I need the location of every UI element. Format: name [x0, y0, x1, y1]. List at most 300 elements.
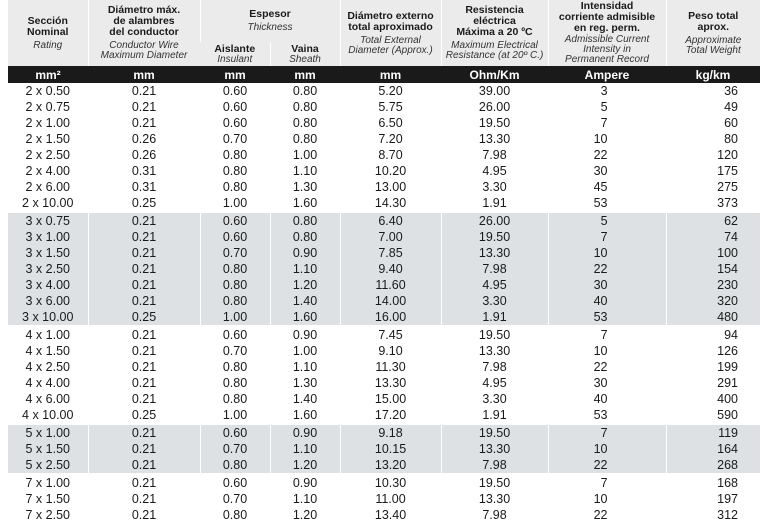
cell-vaina: 1.60: [270, 195, 340, 212]
cell-intensidad: 7: [548, 424, 666, 441]
cell-diametro-ext: 17.20: [340, 407, 441, 424]
cell-peso: 60: [666, 115, 760, 131]
header-diametro-max-es-3: del conductor: [109, 26, 179, 38]
header-intensidad: [548, 0, 666, 66]
cell-seccion: 4 x 6.00: [8, 391, 88, 407]
cell-intensidad: 10: [548, 343, 666, 359]
header-intensidad-es-1: Intensidad: [580, 0, 634, 12]
cell-vaina: 1.30: [270, 375, 340, 391]
cell-vaina: 1.10: [270, 441, 340, 457]
cell-seccion: 2 x 2.50: [8, 147, 88, 163]
cell-peso: 373: [666, 195, 760, 212]
cell-intensidad: 40: [548, 391, 666, 407]
cell-resistencia: 1.91: [441, 195, 548, 212]
cell-intensidad: 22: [548, 457, 666, 474]
cell-aislante: 0.60: [200, 474, 270, 491]
cell-aislante: 0.80: [200, 277, 270, 293]
cell-seccion: 3 x 1.00: [8, 229, 88, 245]
unit-diametro-max: mm: [88, 66, 200, 83]
cell-seccion: 2 x 1.00: [8, 115, 88, 131]
header-espesor-es: Espesor: [249, 8, 291, 20]
table-row: [8, 343, 760, 359]
cell-diametro-ext: 11.60: [340, 277, 441, 293]
cell-peso: 94: [666, 326, 760, 343]
header-vaina-es: Vaina: [291, 42, 319, 55]
cell-vaina: 0.80: [270, 83, 340, 99]
cell-diametro-ext: 9.18: [340, 424, 441, 441]
cell-diametro-ext: 10.30: [340, 474, 441, 491]
cell-vaina: 0.90: [270, 326, 340, 343]
cell-resistencia: 1.91: [441, 407, 548, 424]
table-row: [8, 491, 760, 507]
cell-intensidad: 7: [548, 326, 666, 343]
cell-aislante: 1.00: [200, 195, 270, 212]
cell-vaina: 1.60: [270, 407, 340, 424]
cell-diametro-ext: 14.00: [340, 293, 441, 309]
cell-seccion: 2 x 6.00: [8, 179, 88, 195]
header-intensidad-es-3: en reg. perm.: [574, 22, 640, 34]
cell-peso: 590: [666, 407, 760, 424]
cell-diametro-max: 0.21: [88, 375, 200, 391]
header-intensidad-en-1: Admissible Current: [564, 34, 650, 45]
header-intensidad-en: [551, 35, 664, 65]
table-row: [8, 293, 760, 309]
cell-diametro-ext: 7.45: [340, 326, 441, 343]
cell-diametro-max: 0.21: [88, 115, 200, 131]
cell-resistencia: 7.98: [441, 507, 548, 523]
cell-diametro-max: 0.31: [88, 163, 200, 179]
table-row: [8, 163, 760, 179]
cable-spec-table-container: [8, 0, 760, 523]
table-row: [8, 99, 760, 115]
cell-aislante: 0.80: [200, 375, 270, 391]
cell-diametro-ext: 13.00: [340, 179, 441, 195]
cell-aislante: 0.60: [200, 115, 270, 131]
cell-intensidad: 10: [548, 245, 666, 261]
cell-intensidad: 7: [548, 229, 666, 245]
cell-vaina: 1.10: [270, 491, 340, 507]
header-peso-en: [669, 36, 759, 56]
table-row: [8, 195, 760, 212]
cell-intensidad: 3: [548, 83, 666, 99]
cell-diametro-ext: 7.20: [340, 131, 441, 147]
table-row: [8, 359, 760, 375]
cell-aislante: 1.00: [200, 309, 270, 326]
cell-resistencia: 19.50: [441, 229, 548, 245]
unit-vaina: mm: [270, 66, 340, 83]
cell-diametro-max: 0.25: [88, 195, 200, 212]
cell-diametro-max: 0.21: [88, 424, 200, 441]
cell-diametro-max: 0.21: [88, 391, 200, 407]
cell-resistencia: 7.98: [441, 457, 548, 474]
cell-seccion: 5 x 1.00: [8, 424, 88, 441]
cell-intensidad: 45: [548, 179, 666, 195]
cell-seccion: 5 x 1.50: [8, 441, 88, 457]
header-seccion-es-1: Sección: [27, 14, 68, 27]
cell-aislante: 0.80: [200, 359, 270, 375]
cell-seccion: 4 x 2.50: [8, 359, 88, 375]
cell-resistencia: 3.30: [441, 391, 548, 407]
cell-vaina: 1.20: [270, 277, 340, 293]
cell-diametro-ext: 13.40: [340, 507, 441, 523]
header-seccion-en: Rating: [33, 39, 63, 51]
cell-peso: 80: [666, 131, 760, 147]
unit-seccion: mm²: [8, 66, 88, 83]
unit-resistencia: Ohm/Km: [441, 66, 548, 83]
cell-peso: 74: [666, 229, 760, 245]
cell-seccion: 2 x 1.50: [8, 131, 88, 147]
cell-intensidad: 53: [548, 407, 666, 424]
cell-aislante: 0.80: [200, 179, 270, 195]
header-aislante: [200, 42, 270, 66]
table-body: [8, 83, 760, 523]
cell-peso: 320: [666, 293, 760, 309]
cell-seccion: 3 x 0.75: [8, 212, 88, 229]
cell-aislante: 0.80: [200, 293, 270, 309]
cell-peso: 199: [666, 359, 760, 375]
cell-aislante: 0.70: [200, 245, 270, 261]
cell-diametro-max: 0.31: [88, 179, 200, 195]
table-header: [8, 0, 760, 83]
cell-seccion: 5 x 2.50: [8, 457, 88, 474]
cell-peso: 168: [666, 474, 760, 491]
table-row: [8, 326, 760, 343]
cell-diametro-max: 0.21: [88, 441, 200, 457]
cell-vaina: 1.10: [270, 261, 340, 277]
unit-aislante: mm: [200, 66, 270, 83]
cell-resistencia: 4.95: [441, 277, 548, 293]
cell-diametro-max: 0.21: [88, 359, 200, 375]
cell-vaina: 0.80: [270, 131, 340, 147]
cell-diametro-ext: 6.40: [340, 212, 441, 229]
cell-aislante: 0.60: [200, 424, 270, 441]
header-peso-es-1: Peso total: [688, 9, 739, 22]
cell-diametro-max: 0.21: [88, 326, 200, 343]
cell-seccion: 2 x 4.00: [8, 163, 88, 179]
cell-resistencia: 4.95: [441, 375, 548, 391]
cell-resistencia: 19.50: [441, 115, 548, 131]
header-seccion: [8, 0, 88, 66]
cell-aislante: 0.70: [200, 441, 270, 457]
cell-resistencia: 7.98: [441, 147, 548, 163]
cell-diametro-max: 0.21: [88, 343, 200, 359]
cell-peso: 480: [666, 309, 760, 326]
header-seccion-es-2: Nominal: [27, 25, 69, 38]
header-diametro-max-en-2: Maximum Diameter: [100, 50, 188, 61]
units-row: [8, 66, 760, 83]
cell-diametro-ext: 15.00: [340, 391, 441, 407]
unit-diametro-ext: mm: [340, 66, 441, 83]
cell-diametro-max: 0.21: [88, 293, 200, 309]
table-row: [8, 229, 760, 245]
table-row: [8, 212, 760, 229]
header-vaina-en: Sheath: [289, 53, 321, 65]
cell-aislante: 0.70: [200, 491, 270, 507]
cell-diametro-ext: 16.00: [340, 309, 441, 326]
header-diametro-max-es-2: de alambres: [113, 15, 175, 27]
cell-resistencia: 13.30: [441, 131, 548, 147]
header-resistencia-es-1: Resistencia eléctrica: [465, 4, 524, 27]
cell-aislante: 0.70: [200, 343, 270, 359]
header-diametro-ext-en: [343, 36, 439, 56]
cell-diametro-max: 0.21: [88, 474, 200, 491]
header-aislante-es: Aislante: [214, 42, 256, 55]
cell-vaina: 0.90: [270, 474, 340, 491]
cell-intensidad: 30: [548, 277, 666, 293]
cell-resistencia: 3.30: [441, 293, 548, 309]
cell-vaina: 1.10: [270, 359, 340, 375]
cell-vaina: 0.90: [270, 424, 340, 441]
cell-vaina: 1.30: [270, 179, 340, 195]
header-diametro-ext-es-2: total aproximado: [348, 20, 433, 33]
cell-aislante: 0.80: [200, 163, 270, 179]
cell-diametro-max: 0.21: [88, 229, 200, 245]
cell-vaina: 1.40: [270, 293, 340, 309]
header-peso-en-2: Total Weight: [685, 44, 741, 56]
header-resistencia-en: [444, 41, 546, 61]
cell-intensidad: 22: [548, 261, 666, 277]
header-diametro-ext-en-1: Total External: [360, 34, 421, 46]
cell-vaina: 1.60: [270, 309, 340, 326]
cell-resistencia: 19.50: [441, 326, 548, 343]
cell-diametro-ext: 11.30: [340, 359, 441, 375]
cell-resistencia: 7.98: [441, 359, 548, 375]
cell-vaina: 1.10: [270, 163, 340, 179]
cell-aislante: 0.60: [200, 326, 270, 343]
cell-seccion: 3 x 6.00: [8, 293, 88, 309]
cell-vaina: 0.80: [270, 115, 340, 131]
cell-diametro-ext: 10.15: [340, 441, 441, 457]
cell-resistencia: 13.30: [441, 343, 548, 359]
table-row: [8, 441, 760, 457]
cell-peso: 197: [666, 491, 760, 507]
header-resistencia-en-2: Resistance (at 20º C.): [445, 50, 544, 61]
cell-intensidad: 22: [548, 507, 666, 523]
cell-vaina: 0.80: [270, 229, 340, 245]
cell-intensidad: 30: [548, 163, 666, 179]
table-row: [8, 115, 760, 131]
cell-diametro-max: 0.21: [88, 261, 200, 277]
cell-resistencia: 13.30: [441, 441, 548, 457]
cell-resistencia: 19.50: [441, 474, 548, 491]
cell-intensidad: 22: [548, 359, 666, 375]
header-peso-es-2: aprox.: [697, 20, 730, 33]
cell-peso: 268: [666, 457, 760, 474]
cell-vaina: 1.00: [270, 343, 340, 359]
cell-peso: 126: [666, 343, 760, 359]
cell-aislante: 1.00: [200, 407, 270, 424]
header-peso: [666, 0, 760, 66]
cell-diametro-max: 0.21: [88, 457, 200, 474]
cell-aislante: 0.60: [200, 99, 270, 115]
table-row: [8, 147, 760, 163]
table-row: [8, 407, 760, 424]
cell-aislante: 0.80: [200, 391, 270, 407]
cell-intensidad: 30: [548, 375, 666, 391]
cell-intensidad: 40: [548, 293, 666, 309]
cell-diametro-ext: 10.20: [340, 163, 441, 179]
cell-seccion: 2 x 0.75: [8, 99, 88, 115]
header-diametro-max-en-1: Conductor Wire: [109, 40, 179, 51]
cell-intensidad: 7: [548, 474, 666, 491]
cell-seccion: 3 x 2.50: [8, 261, 88, 277]
cell-intensidad: 53: [548, 195, 666, 212]
unit-intensidad: Ampere: [548, 66, 666, 83]
cell-seccion: 3 x 1.50: [8, 245, 88, 261]
cell-seccion: 4 x 4.00: [8, 375, 88, 391]
cell-seccion: 2 x 10.00: [8, 195, 88, 212]
cell-diametro-max: 0.21: [88, 99, 200, 115]
cell-diametro-max: 0.25: [88, 309, 200, 326]
header-intensidad-en-2: Intensity in: [583, 44, 631, 55]
table-row: [8, 277, 760, 293]
header-diametro-max-en: [91, 41, 198, 61]
cell-diametro-max: 0.21: [88, 83, 200, 99]
table-row: [8, 424, 760, 441]
cell-resistencia: 13.30: [441, 245, 548, 261]
cell-diametro-ext: 5.20: [340, 83, 441, 99]
cell-aislante: 0.60: [200, 229, 270, 245]
cell-diametro-ext: 7.00: [340, 229, 441, 245]
cell-intensidad: 7: [548, 115, 666, 131]
table-row: [8, 457, 760, 474]
cell-seccion: 4 x 1.50: [8, 343, 88, 359]
cell-vaina: 0.90: [270, 245, 340, 261]
cell-diametro-max: 0.21: [88, 507, 200, 523]
unit-peso: kg/km: [666, 66, 760, 83]
cell-aislante: 0.80: [200, 261, 270, 277]
cell-intensidad: 5: [548, 99, 666, 115]
table-row: [8, 507, 760, 523]
table-row: [8, 309, 760, 326]
cell-vaina: 0.80: [270, 212, 340, 229]
header-intensidad-es-2: corriente admisible: [558, 11, 656, 23]
cell-intensidad: 53: [548, 309, 666, 326]
cell-resistencia: 26.00: [441, 212, 548, 229]
cell-seccion: 3 x 4.00: [8, 277, 88, 293]
table-row: [8, 131, 760, 147]
cell-resistencia: 4.95: [441, 163, 548, 179]
cell-diametro-ext: 5.75: [340, 99, 441, 115]
cell-diametro-max: 0.26: [88, 131, 200, 147]
cell-seccion: 7 x 2.50: [8, 507, 88, 523]
cell-intensidad: 10: [548, 491, 666, 507]
cell-vaina: 0.80: [270, 99, 340, 115]
cell-peso: 164: [666, 441, 760, 457]
cell-vaina: 1.40: [270, 391, 340, 407]
table-row: [8, 261, 760, 277]
table-row: [8, 474, 760, 491]
cell-peso: 62: [666, 212, 760, 229]
cell-intensidad: 10: [548, 131, 666, 147]
cell-peso: 154: [666, 261, 760, 277]
header-resistencia-es-2: Máxima a 20 ºC: [456, 26, 533, 38]
header-resistencia: [441, 0, 548, 66]
cell-diametro-ext: 6.50: [340, 115, 441, 131]
header-aislante-en: Insulant: [217, 53, 253, 65]
cell-peso: 120: [666, 147, 760, 163]
cell-resistencia: 26.00: [441, 99, 548, 115]
cell-diametro-max: 0.25: [88, 407, 200, 424]
cell-aislante: 0.80: [200, 147, 270, 163]
header-resistencia-en-1: Maximum Electrical: [451, 40, 538, 51]
header-peso-en-1: Approximate: [685, 34, 742, 46]
cell-intensidad: 10: [548, 441, 666, 457]
cell-seccion: 7 x 1.00: [8, 474, 88, 491]
cell-peso: 275: [666, 179, 760, 195]
cell-aislante: 0.60: [200, 83, 270, 99]
cell-seccion: 4 x 1.00: [8, 326, 88, 343]
cell-diametro-ext: 9.10: [340, 343, 441, 359]
header-diametro-ext-es-1: Diámetro externo: [347, 9, 434, 22]
cell-seccion: 7 x 1.50: [8, 491, 88, 507]
cell-vaina: 1.20: [270, 457, 340, 474]
cell-resistencia: 3.30: [441, 179, 548, 195]
table-row: [8, 245, 760, 261]
cell-peso: 400: [666, 391, 760, 407]
cell-aislante: 0.60: [200, 212, 270, 229]
cell-peso: 175: [666, 163, 760, 179]
cell-peso: 119: [666, 424, 760, 441]
cell-diametro-max: 0.21: [88, 277, 200, 293]
cell-intensidad: 22: [548, 147, 666, 163]
cell-seccion: 4 x 10.00: [8, 407, 88, 424]
cell-seccion: 3 x 10.00: [8, 309, 88, 326]
cell-diametro-ext: 14.30: [340, 195, 441, 212]
cell-diametro-ext: 13.30: [340, 375, 441, 391]
cell-peso: 230: [666, 277, 760, 293]
header-diametro-ext: [340, 0, 441, 66]
cell-diametro-ext: 11.00: [340, 491, 441, 507]
header-diametro-max: [88, 0, 200, 66]
header-espesor: [200, 0, 340, 42]
header-vaina: [270, 42, 340, 66]
cell-diametro-ext: 9.40: [340, 261, 441, 277]
cell-diametro-max: 0.21: [88, 212, 200, 229]
header-espesor-en: Thickness: [247, 22, 293, 33]
cell-peso: 49: [666, 99, 760, 115]
table-row: [8, 375, 760, 391]
cable-spec-table: [8, 0, 760, 523]
cell-diametro-ext: 13.20: [340, 457, 441, 474]
cell-resistencia: 39.00: [441, 83, 548, 99]
table-row: [8, 179, 760, 195]
cell-resistencia: 7.98: [441, 261, 548, 277]
table-row: [8, 391, 760, 407]
cell-vaina: 1.20: [270, 507, 340, 523]
cell-peso: 291: [666, 375, 760, 391]
cell-diametro-ext: 7.85: [340, 245, 441, 261]
cell-intensidad: 5: [548, 212, 666, 229]
header-diametro-ext-en-2: Diameter (Approx.): [348, 44, 433, 56]
cell-aislante: 0.80: [200, 457, 270, 474]
cell-resistencia: 1.91: [441, 309, 548, 326]
cell-aislante: 0.70: [200, 131, 270, 147]
cell-diametro-max: 0.26: [88, 147, 200, 163]
cell-diametro-ext: 8.70: [340, 147, 441, 163]
cell-aislante: 0.80: [200, 507, 270, 523]
cell-seccion: 2 x 0.50: [8, 83, 88, 99]
cell-resistencia: 19.50: [441, 424, 548, 441]
cell-vaina: 1.00: [270, 147, 340, 163]
table-row: [8, 83, 760, 99]
cell-diametro-max: 0.21: [88, 245, 200, 261]
cell-resistencia: 13.30: [441, 491, 548, 507]
cell-peso: 312: [666, 507, 760, 523]
cell-diametro-max: 0.21: [88, 491, 200, 507]
cell-peso: 100: [666, 245, 760, 261]
header-diametro-max-es-1: Diámetro máx.: [107, 4, 181, 16]
